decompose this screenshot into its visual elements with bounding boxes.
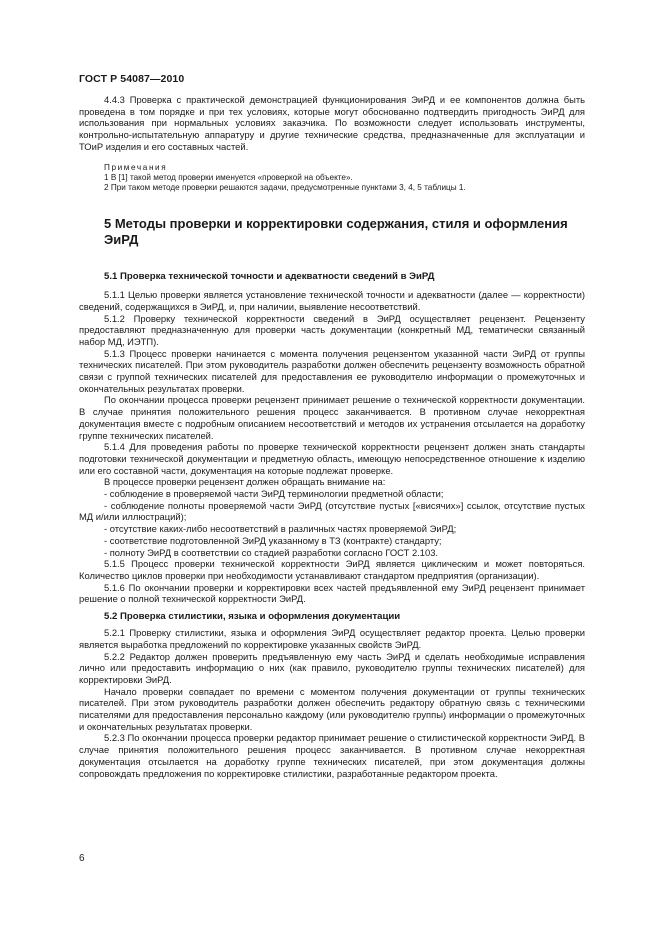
list-item: - полноту ЭиРД в соответствии со стадией разработки согласно ГОСТ 2.103. xyxy=(104,546,439,558)
paragraph-5-1-5: 5.1.5 Процесс проверки технической корректности ЭиРД является циклическим и может повторяться. Количество циклов проверки при необходимости устанавливают стандартом предприятия (организации). xyxy=(79,558,585,581)
page-number: 6 xyxy=(79,853,85,864)
notes-heading: Примечания xyxy=(104,162,168,172)
note-item: 1 В [1] такой метод проверки именуется «проверкой на объекте». xyxy=(104,172,353,182)
paragraph-5-1-4: 5.1.4 Для проведения работы по проверке технической корректности рецензент должен знать стандарты подготовки технической документации и предметную область, имеющую непосредственное отношение к изделию или его составной части, документация на которые подлежат проверке. xyxy=(79,441,585,476)
paragraph-4-4-3: 4.4.3 Проверка с практической демонстрацией функционирования ЭиРД и ее компонентов должна быть проведена в том порядке и при тех условиях, которые могут обоснованно подтвердить пригодность ЭиРД для использования при нормальных условиях заказчика. По возможности следует использовать инструменты, контрольно-испытательную аппаратуру и другие технические средства, предназначенные для эксплуатации и ТОиР изделия и его составных частей. xyxy=(79,94,585,152)
subsection-5-2-title: 5.2 Проверка стилистики, языка и оформления документации xyxy=(104,611,401,623)
paragraph-5-1-3: 5.1.3 Процесс проверки начинается с момента получения рецензентом указанной части ЭиРД от группы технических писателей. При этом руководитель разработки должен обеспечить рецензенту возможность обратной связи с группой технических писателей для предоставления ее руководителю информации о промежуточных и окончательных результатах проверки. xyxy=(79,347,585,394)
paragraph-5-2-2-cont: Начало проверки совпадает по времени с моментом получения документации от группы технических писателей. При этом руководитель разработки должен обеспечить редактору обратную связь с техническими писателями для предоставления персонально каждому (или руководителю группы) информации о промежуточных и окончательных результатах проверки. xyxy=(79,685,585,732)
section-5-title: 5 Методы проверки и корректировки содержания, стиля и оформления ЭиРД xyxy=(104,216,568,248)
paragraph-5-1-3-cont: По окончании процесса проверки рецензент принимает решение о технической корректности документации. В случае принятия положительного решения процесс заканчивается. В противном случае некорректная документация вместе с подробным описанием несоответствий и методов их устранения отсылается на доработку группе технических писателей. xyxy=(79,394,585,441)
list-item: - соблюдение полноты проверяемой части ЭиРД (отсутствие пустых [«висячих»] ссылок, отсутствие пустых МД и/или иллюстраций); xyxy=(79,499,585,523)
paragraph-5-2-1: 5.2.1 Проверку стилистики, языка и оформления ЭиРД осуществляет редактор проекта. Целью проверки является выработка предложений по корректировке указанных свойств ЭиРД. xyxy=(79,627,585,650)
list-item: - соответствие подготовленной ЭиРД указанному в ТЗ (контракте) стандарту; xyxy=(104,534,442,546)
paragraph-5-1-4-intro: В процессе проверки рецензент должен обращать внимание на: xyxy=(104,476,386,488)
paragraph-5-2-2: 5.2.2 Редактор должен проверить предъявленную ему часть ЭиРД и сделать необходимые исправления лично или предоставить информацию о них (как правило, руководителю группы технических писателей) для корректировки ЭиРД. xyxy=(79,650,585,685)
page-content xyxy=(79,94,585,779)
notes-block xyxy=(79,163,585,194)
list-item: - отсутствие каких-либо несоответствий в различных частях проверяемой ЭиРД; xyxy=(104,523,457,535)
paragraph-5-1-2: 5.1.2 Проверку технической корректности сведений в ЭиРД осуществляет рецензент. Рецензенту предоставляют предназначенную для проверки часть документации (конкретный МД, тематически связанный набор МД, ИЭТП). xyxy=(79,312,585,347)
paragraph-5-1-6: 5.1.6 По окончании проверки и корректировки всех частей предъявленной ему ЭиРД рецензент принимает решение о полной технической корректности ЭиРД. xyxy=(79,581,585,605)
list-item: - соблюдение в проверяемой части ЭиРД терминологии предметной области; xyxy=(104,488,444,500)
paragraph-5-2-3: 5.2.3 По окончании процесса проверки редактор принимает решение о стилистической корректности ЭиРД. В случае принятия положительного решения процесс заканчивается. В противном случае некорректная документация отсылается на доработку группе технических писателей, при этом документация должны сопровождать предложения по корректировке стилистики, разработанные редактором проекта. xyxy=(79,732,585,779)
note-item: 2 При таком методе проверки решаются задачи, предусмотренные пунктами 3, 4, 5 таблицы 1. xyxy=(104,182,466,192)
standard-header: ГОСТ Р 54087—2010 xyxy=(79,73,185,85)
paragraph-5-1-1: 5.1.1 Целью проверки является установление технической точности и адекватности (далее — корректности) сведений, содержащихся в ЭиРД, и, при наличии, выявление несоответствий. xyxy=(79,289,585,312)
subsection-5-1-title: 5.1 Проверка технической точности и адекватности сведений в ЭиРД xyxy=(104,271,435,283)
